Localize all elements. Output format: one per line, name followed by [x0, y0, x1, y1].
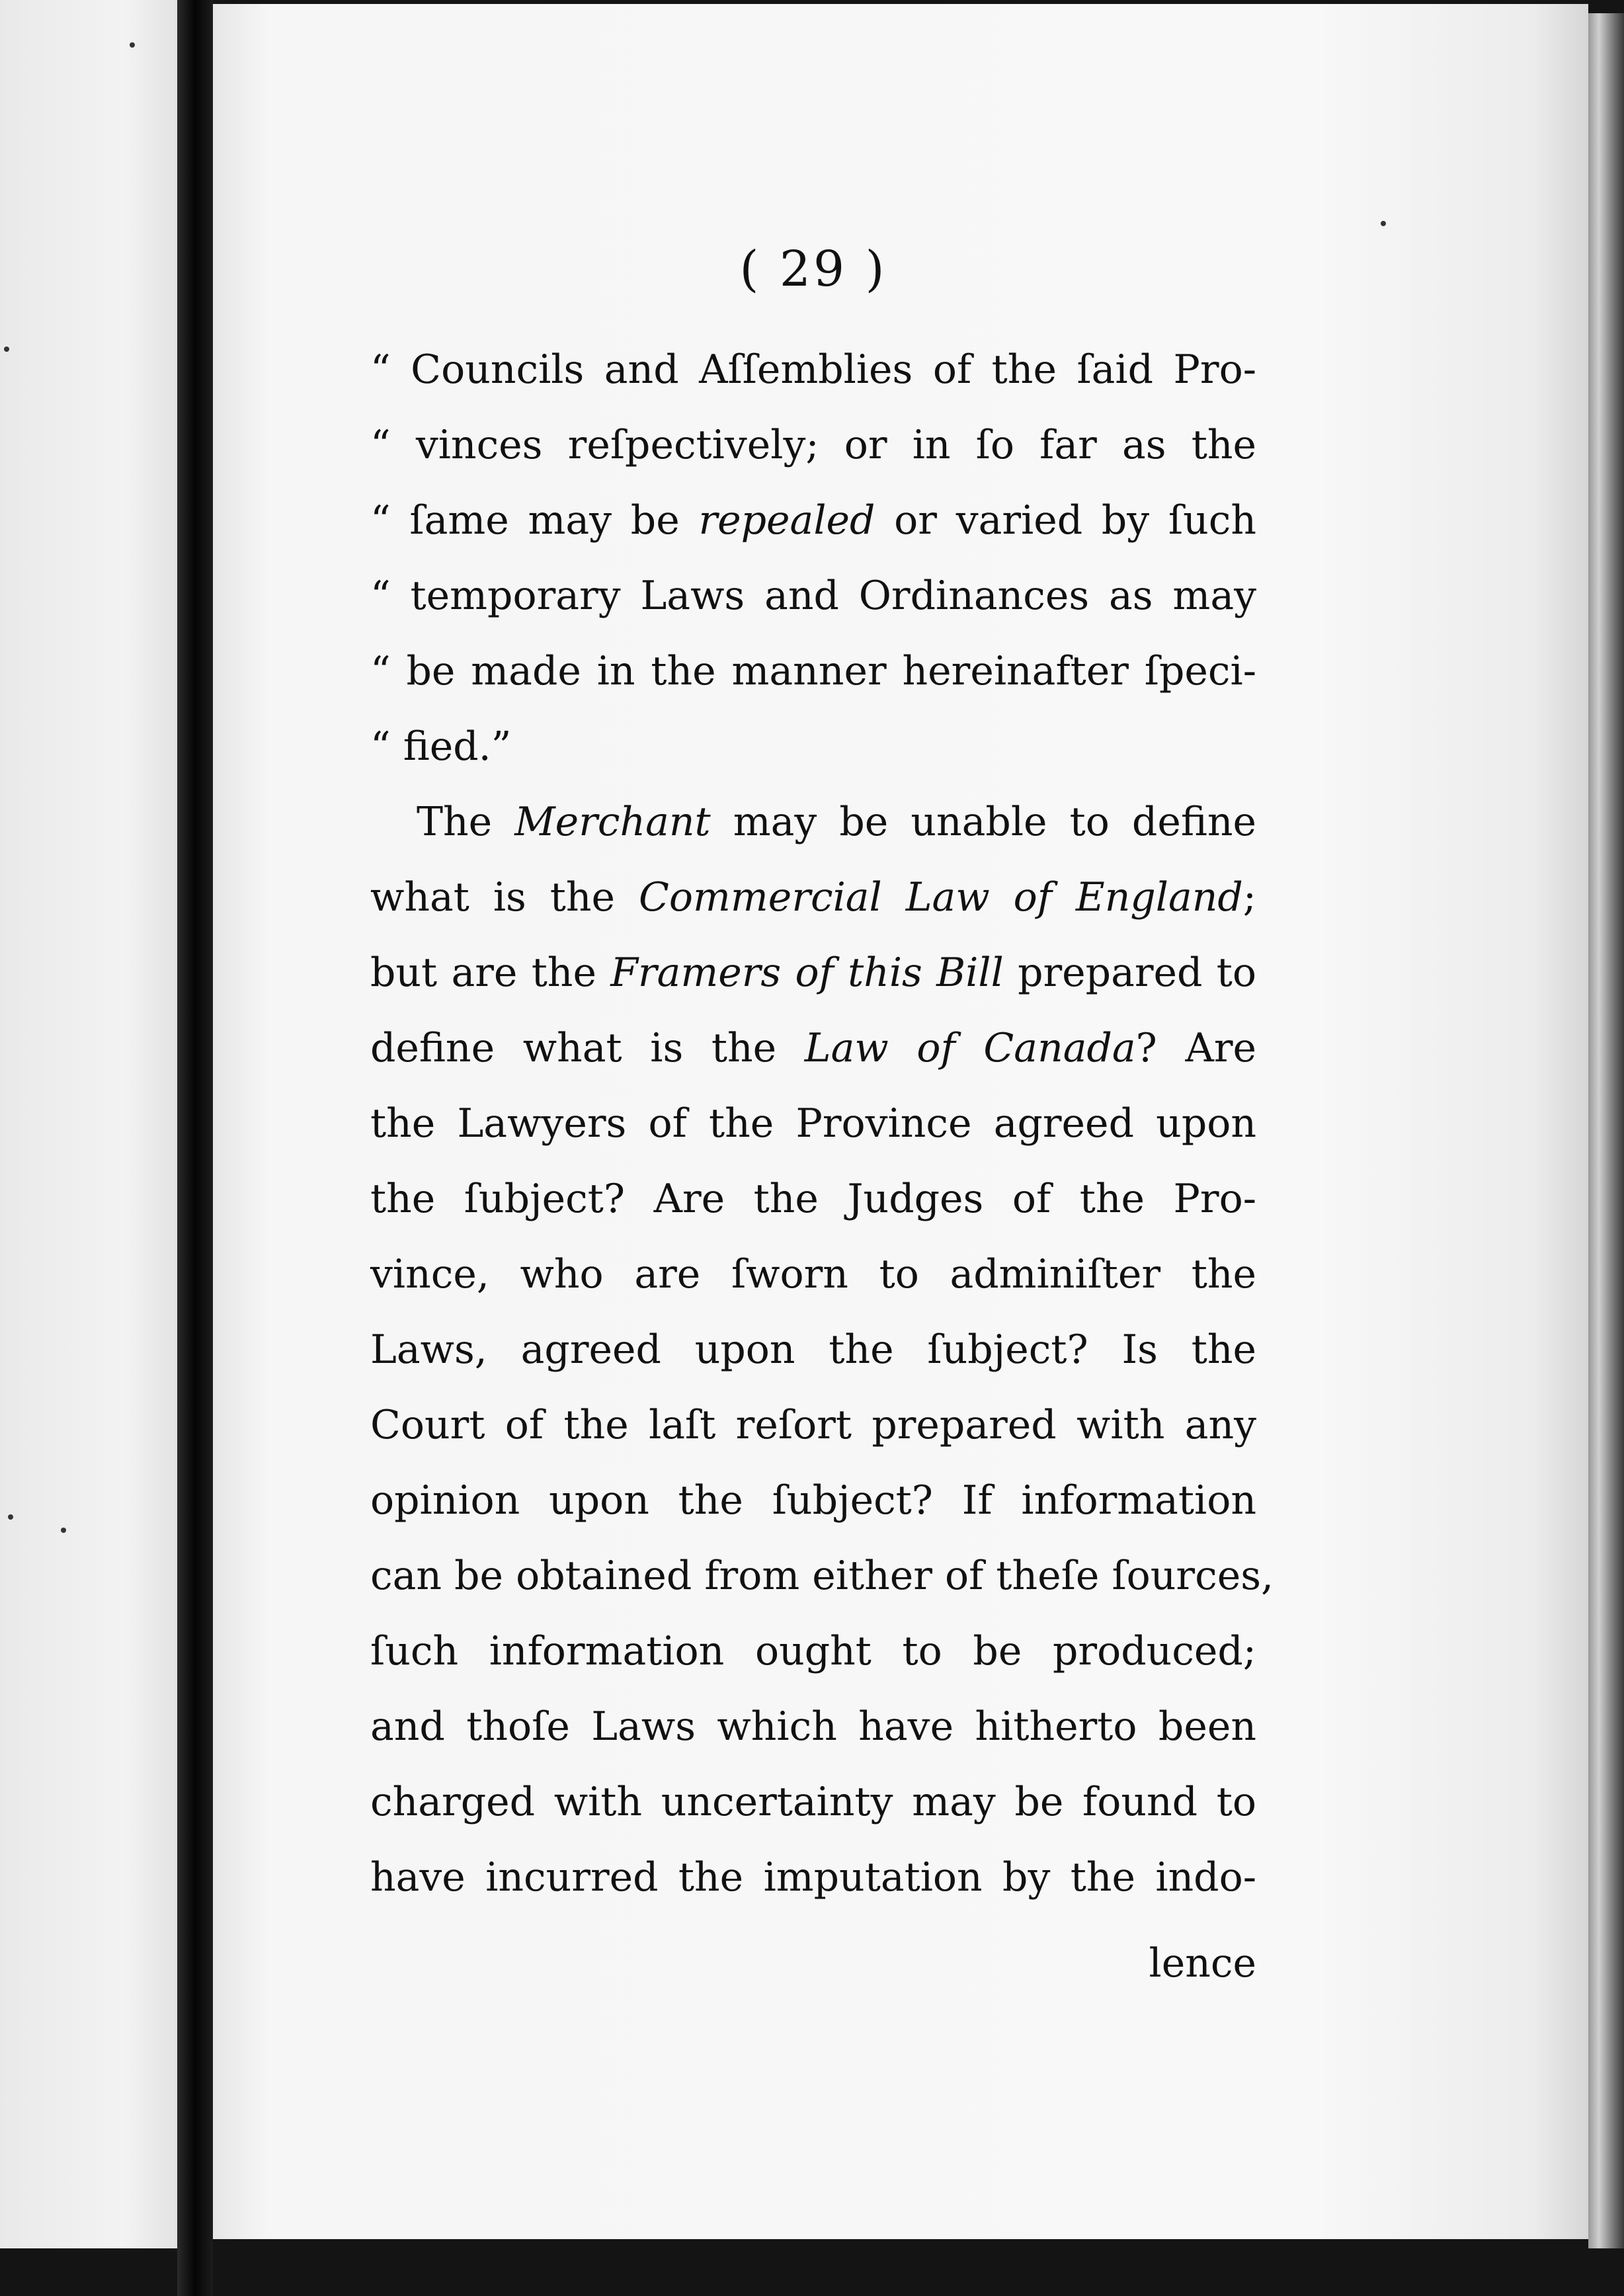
paper-speck: [4, 347, 9, 352]
paragraph-line: [370, 784, 1256, 860]
italic-phrase: Merchant: [514, 799, 711, 845]
quote-line: “ temporary Laws and Ordinances as may: [370, 573, 1256, 619]
text-run: define what is the: [370, 1025, 805, 1071]
page-number: ( 29 ): [739, 241, 887, 298]
quoted-statute: [370, 332, 1256, 784]
text-run: may be unable to define: [710, 799, 1256, 845]
text-run: “ ſame may be: [370, 497, 699, 544]
italic-phrase: Commercial Law of England: [638, 874, 1243, 921]
paper-speck: [8, 1514, 13, 1520]
page-text: [370, 225, 1274, 2001]
paragraph-line: can be obtained from either of theſe ſources,: [370, 1553, 1274, 1599]
paragraph-line: [370, 1010, 1256, 1086]
paragraph-line: opinion upon the ſubject? If information: [370, 1477, 1256, 1524]
text-run: ;: [1242, 874, 1256, 921]
text-run: but are the: [370, 950, 611, 996]
italic-phrase: Framers of this Bill: [610, 950, 1004, 996]
quote-line: “ be made in the manner hereinafter ſpeci-: [370, 648, 1256, 694]
paragraph-line: and thoſe Laws which have hitherto been: [370, 1703, 1256, 1750]
quote-line: “ vinces reſpectively; or in ſo far as the: [370, 422, 1256, 468]
paragraph-line: the ſubject? Are the Judges of the Pro-: [370, 1176, 1256, 1222]
paragraph-line: [370, 935, 1256, 1010]
paragraph-line: charged with uncertainty may be found to: [370, 1779, 1256, 1825]
paragraph-line: Court of the laſt reſort prepared with any: [370, 1402, 1256, 1448]
catchword: lence: [1149, 1940, 1256, 1987]
text-run: or varied by ſuch: [875, 497, 1257, 544]
text-run: what is the: [370, 874, 639, 921]
paper-speck: [130, 42, 135, 48]
quote-line: [370, 483, 1256, 558]
quote-line: “ fied.”: [370, 723, 512, 770]
body-paragraph: [370, 784, 1274, 1915]
page-fore-edge: [1588, 13, 1624, 2248]
paragraph-line: the Lawyers of the Province agreed upon: [370, 1100, 1256, 1147]
text-run: ? Are: [1135, 1025, 1257, 1071]
book-gutter: [177, 0, 213, 2296]
italic-phrase: Law of Canada: [804, 1025, 1136, 1071]
paragraph-line: [370, 860, 1256, 935]
paragraph-line: vince, who are ſworn to adminiſter the: [370, 1251, 1256, 1297]
facing-page-edge: [0, 0, 177, 2248]
italic-phrase: repealed: [698, 497, 875, 544]
paper-speck: [61, 1528, 66, 1533]
paragraph-line: ſuch information ought to be produced;: [370, 1628, 1256, 1674]
text-run: prepared to: [1003, 950, 1256, 996]
text-run: The: [417, 799, 515, 845]
quote-line: “ Councils and Aſſemblies of the ſaid Pro-: [370, 347, 1256, 393]
paragraph-line: have incurred the imputation by the indo-: [370, 1854, 1256, 1901]
paper-speck: [1381, 221, 1386, 226]
paragraph-line: Laws, agreed upon the ſubject? Is the: [370, 1327, 1256, 1373]
